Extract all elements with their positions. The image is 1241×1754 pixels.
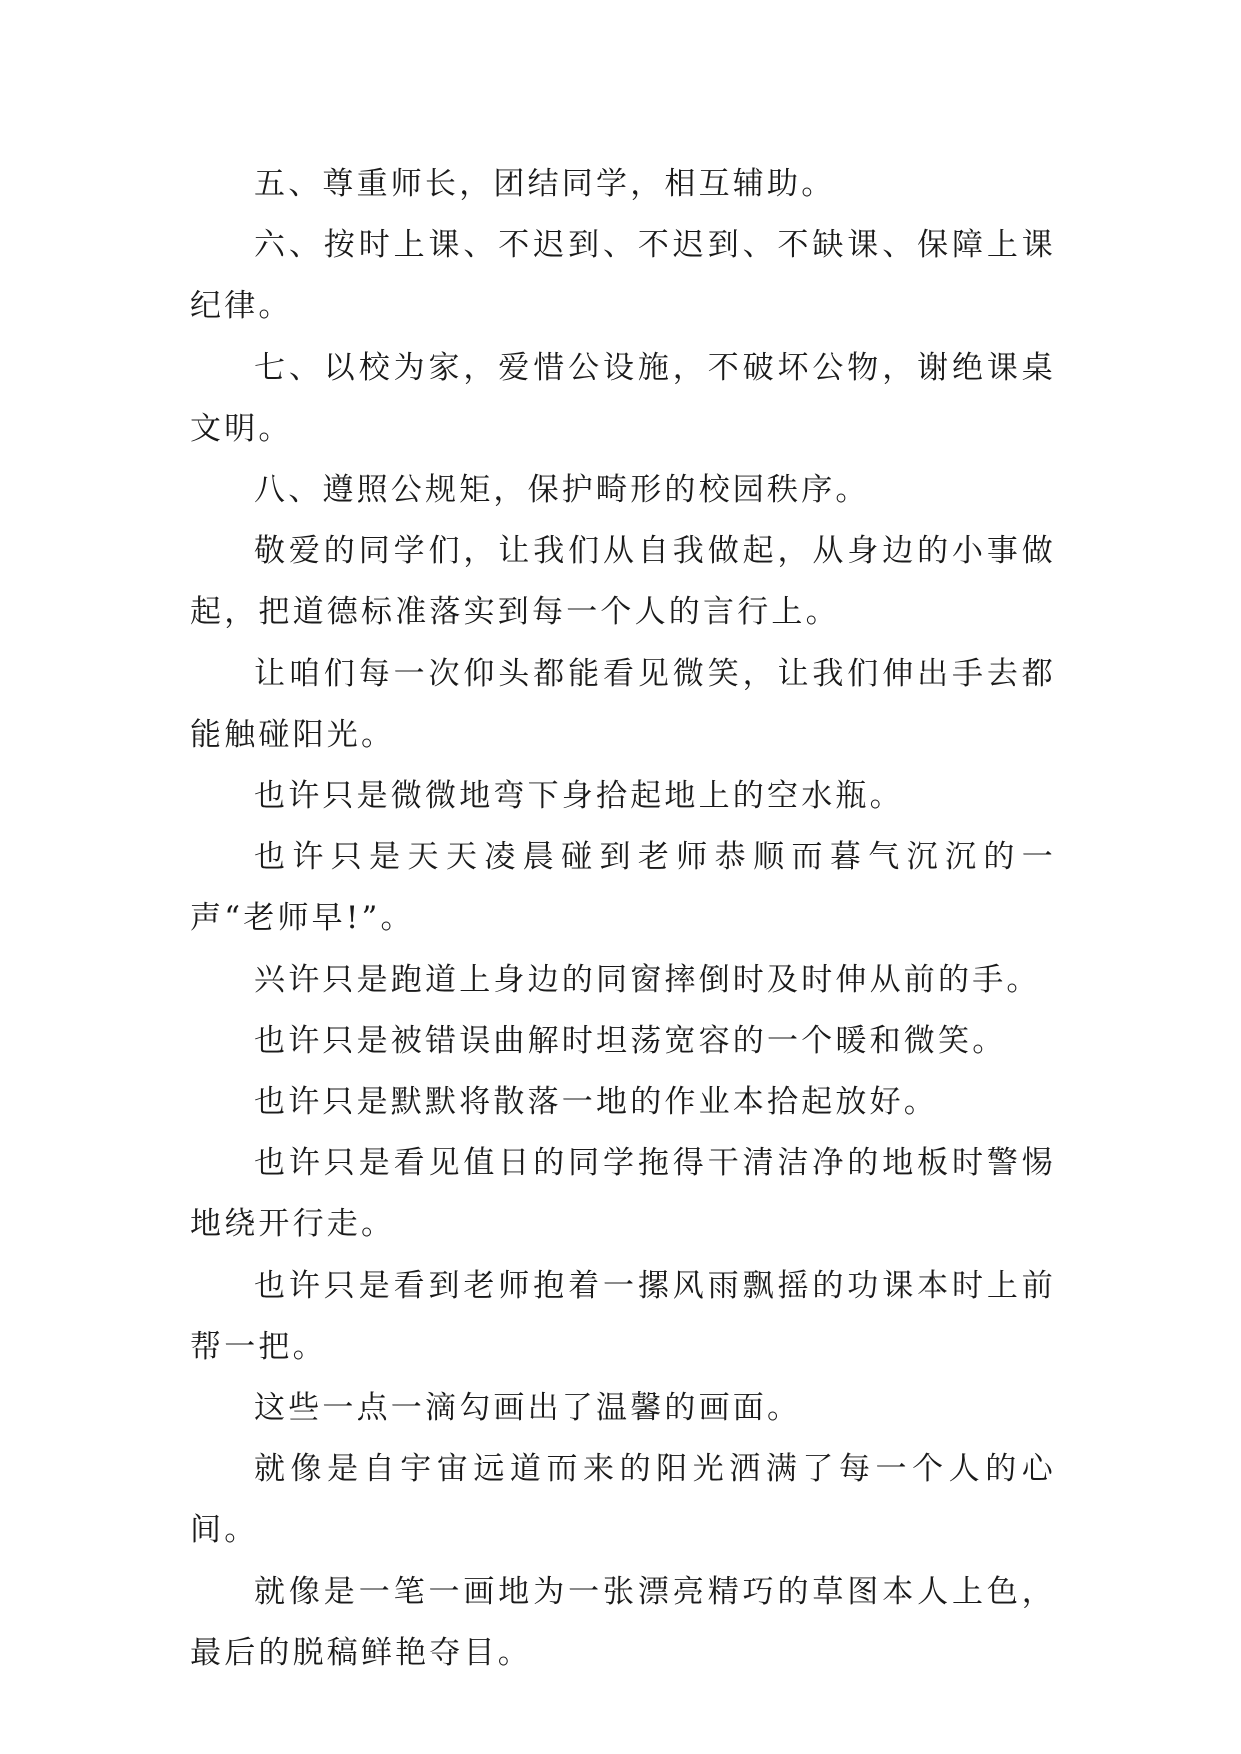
paragraph: 六、按时上课、不迟到、不迟到、不缺课、保障上课纪律。 (190, 227, 1056, 325)
document-body (190, 154, 1056, 1684)
paragraph: 也许只是看到老师抱着一摞风雨飘摇的功课本时上前帮一把。 (190, 1267, 1056, 1365)
paragraph: 也许只是默默将散落一地的作业本拾起放好。 (254, 1084, 938, 1121)
paragraph: 兴许只是跑道上身边的同窗摔倒时及时伸从前的手。 (254, 961, 1041, 998)
paragraph: 也许只是天天凌晨碰到老师恭顺而暮气沉沉的一声“老师早!”。 (190, 839, 1056, 937)
paragraph: 就像是一笔一画地为一张漂亮精巧的草图本人上色，最后的脱稿鲜艳夺目。 (190, 1573, 1056, 1671)
paragraph: 五、尊重师长，团结同学，相互辅助。 (254, 166, 836, 202)
paragraph: 就像是自宇宙远道而来的阳光洒满了每一个人的心间。 (190, 1451, 1056, 1549)
paragraph: 也许只是微微地弯下身拾起地上的空水瓶。 (254, 778, 904, 815)
paragraph: 七、以校为家，爱惜公设施，不破坏公物，谢绝课桌文明。 (190, 349, 1056, 447)
paragraph: 也许只是看见值日的同学拖得干清洁净的地板时警惕地绕开行走。 (190, 1145, 1056, 1243)
paragraph: 八、遵照公规矩，保护畸形的校园秩序。 (254, 472, 870, 509)
paragraph: 这些一点一滴勾画出了温馨的画面。 (254, 1390, 802, 1427)
paragraph: 让咱们每一次仰头都能看见微笑，让我们伸出手去都能触碰阳光。 (190, 655, 1056, 753)
paragraph: 敬爱的同学们，让我们从自我做起，从身边的小事做起，把道德标准落实到每一个人的言行上。 (190, 533, 1056, 631)
paragraph: 也许只是被错误曲解时坦荡宽容的一个暖和微笑。 (254, 1022, 1007, 1059)
